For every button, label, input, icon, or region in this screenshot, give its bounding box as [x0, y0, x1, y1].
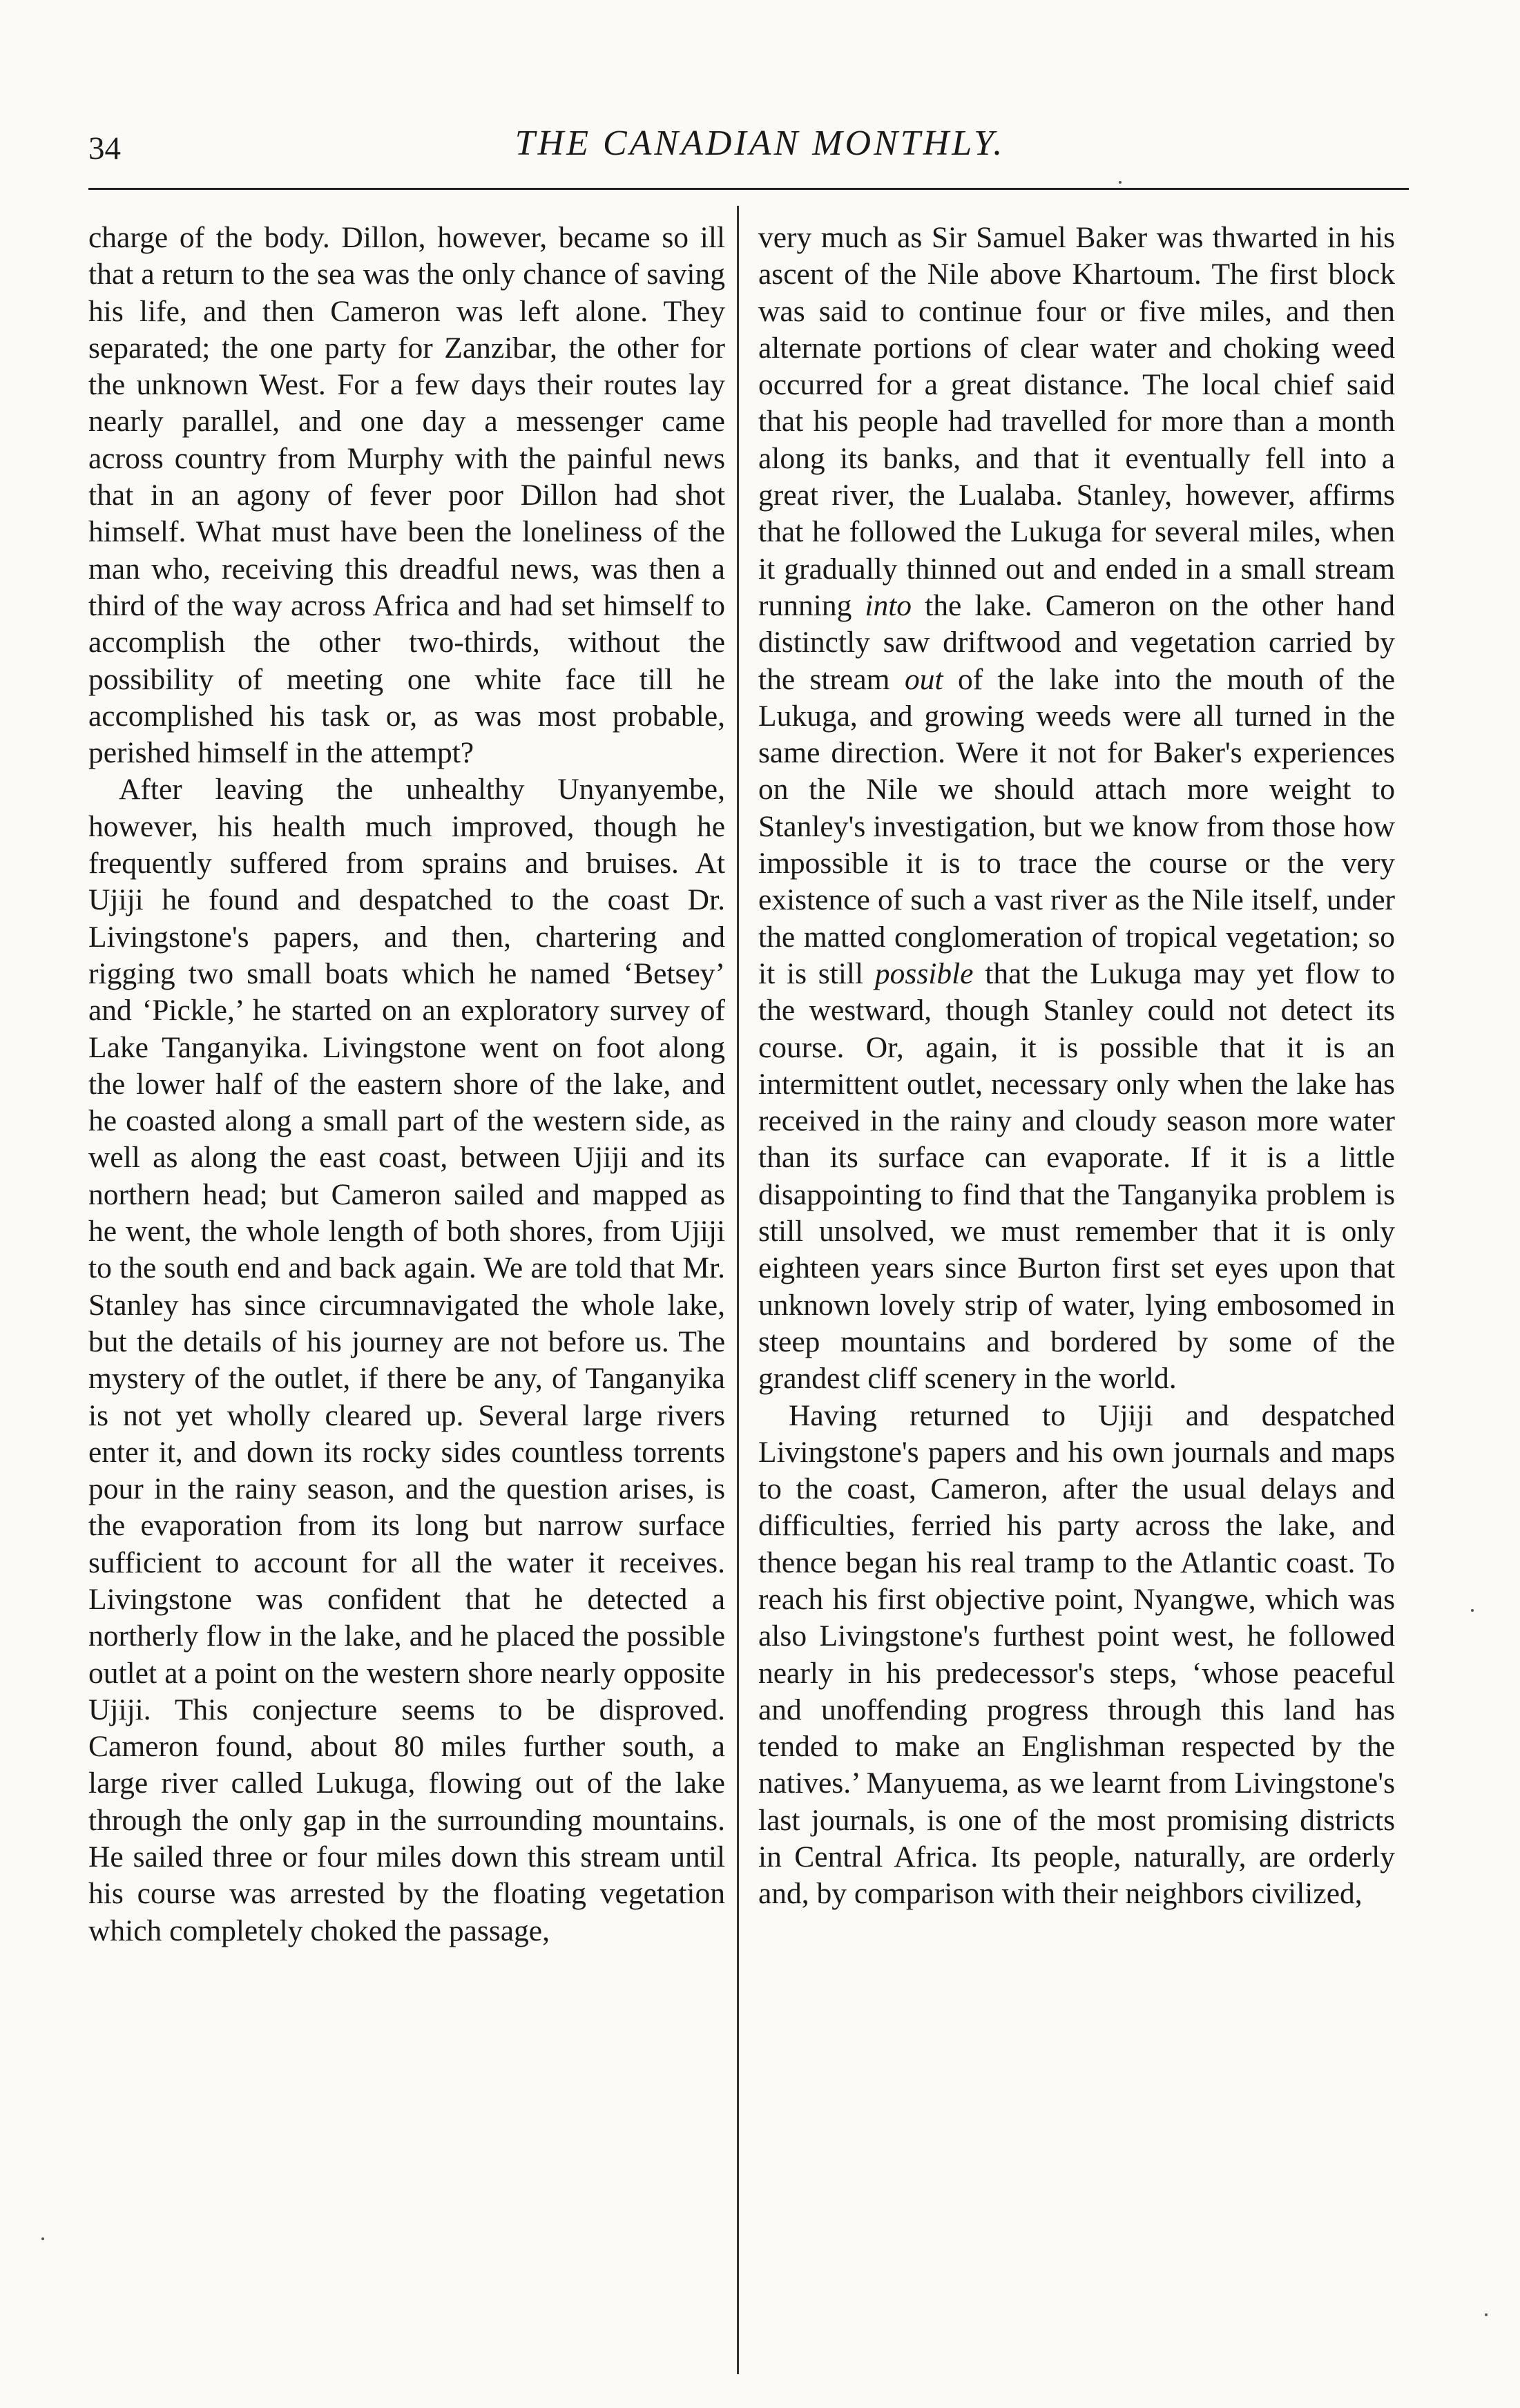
left-paragraph-1: charge of the body. Dillon, however, became so ill that a return to the sea was the only chance of saving his life, and then Cameron was left alone. They separated; the one party for Zanzibar, the other for the unknown West. For a few days their routes lay nearly parallel, and one day a messenger came across country from Murphy with the painful news that in an agony of fever poor Dillon had shot himself. What must have been the loneliness of the man who, receiving this dreadful news, was then a third of the way across Africa and had set himself to accomplish the other two-thirds, without the possibility of meeting one white face till he accomplished his task or, as was most probable, perished himself in the attempt? — [88, 221, 725, 770]
right-paragraph-1 — [758, 220, 1395, 1398]
column-rule — [737, 206, 739, 2374]
print-speck — [1471, 1609, 1474, 1612]
text-segment: that the Lukuga may yet flow to the westward, though Stanley could not detect its course. Or, again, it is possible that it is an intermittent outlet, necessary only when the lake has received in the rainy and cloudy season more water than its surface can evaporate. If it is a little disappointing to find that the Tanganyika problem is still unsolved, we must remember that it is only eighteen years since Burton first set eyes upon that unknown lovely strip of water, lying embosomed in steep mountains and bordered by some of the grandest cliff scenery in the world. — [758, 956, 1396, 1396]
print-speck — [41, 2237, 44, 2240]
text-segment: very much as Sir Samuel Baker was thwarted in his ascent of the Nile above Khartoum. The first block was said to continue four or five miles, and then alternate portions of clear water and choking weed occurred for a great distance. The local chief said that his people had travelled for more than a month along its banks, and that it eventually fell into a great river, the Lualaba. Stanley, however, affirms that he followed the Lukuga for several miles, when it gradually thinned out and ended in a small stream running — [758, 221, 1395, 622]
italic-possible: possible — [874, 956, 974, 990]
right-column — [758, 220, 1395, 1913]
right-paragraph-2: Having returned to Ujiji and despatched Livingstone's papers and his own journals and maps to the coast, Cameron, after the usual delays and difficulties, ferried his party across the lake, and thence began his real tramp to the Atlantic coast. To reach his first objective point, Nyangwe, which was also Livingstone's furthest point west, he followed nearly in his predecessor's steps, ‘whose peaceful and unoffending progress through this land has tended to make an Englishman respected by the natives.’ Manyuema, as we learnt from Livingstone's last journals, is one of the most promising districts in Central Africa. Its people, naturally, are orderly and, by comparison with their neighbors civilized, — [758, 1398, 1395, 1911]
left-paragraph-2: After leaving the unhealthy Unyanyembe, however, his health much improved, though he frequently suffered from sprains and bruises. At Ujiji he found and despatched to the coast Dr. Livingstone's papers, and then, chartering and rigging two small boats which he named ‘Betsey’ and ‘Pickle,’ he started on an exploratory survey of Lake Tanganyika. Livingstone went on foot along the lower half of the eastern shore of the lake, and he coasted along a small part of the western side, as well as along the east coast, between Ujiji and its northern head; but Cameron sailed and mapped as he went, the whole length of both shores, from Ujiji to the south end and back again. We are told that Mr. Stanley has since circumnavigated the whole lake, but the details of his journey are not before us. The mystery of the outlet, if there be any, of Tanganyika is not yet wholly cleared up. Several large rivers enter it, and down its rocky sides countless torrents pour in the rainy season, and the question arises, is the evaporation from its long but narrow surface sufficient to account for all the water it receives. Livingstone was confident that he detected a northerly flow in the lake, and he placed the possible outlet at a point on the western shore nearly opposite Ujiji. This conjecture seems to be disproved. Cameron found, about 80 miles further south, a large river called Lukuga, flowing out of the lake through the only gap in the surrounding mountains. He sailed three or four miles down this stream until his course was arrested by the floating vegetation which completely choked the passage, — [88, 773, 725, 1947]
print-speck — [1119, 181, 1122, 184]
header-rule — [88, 188, 1409, 190]
text-segment: the lake. Cameron on the other hand distinctly saw driftwood and vegetation carried by the stream — [758, 588, 1395, 696]
page-number: 34 — [88, 131, 121, 166]
left-column — [88, 220, 725, 1949]
running-title: THE CANADIAN MONTHLY. — [514, 124, 1006, 163]
print-speck — [1485, 2313, 1488, 2316]
italic-out: out — [904, 662, 943, 696]
text-segment: of the lake into the mouth of the Lukuga, and growing weeds were all turned in the same direction. Were it not for Baker's experiences on the Nile we should attach more weight to Stanley's investigation, but we know from those how impossible it is to trace the course or the very existence of such a vast river as the Nile itself, under the matted conglomeration of tropical vegetation; so it is still — [758, 662, 1396, 990]
italic-into: into — [865, 588, 912, 622]
